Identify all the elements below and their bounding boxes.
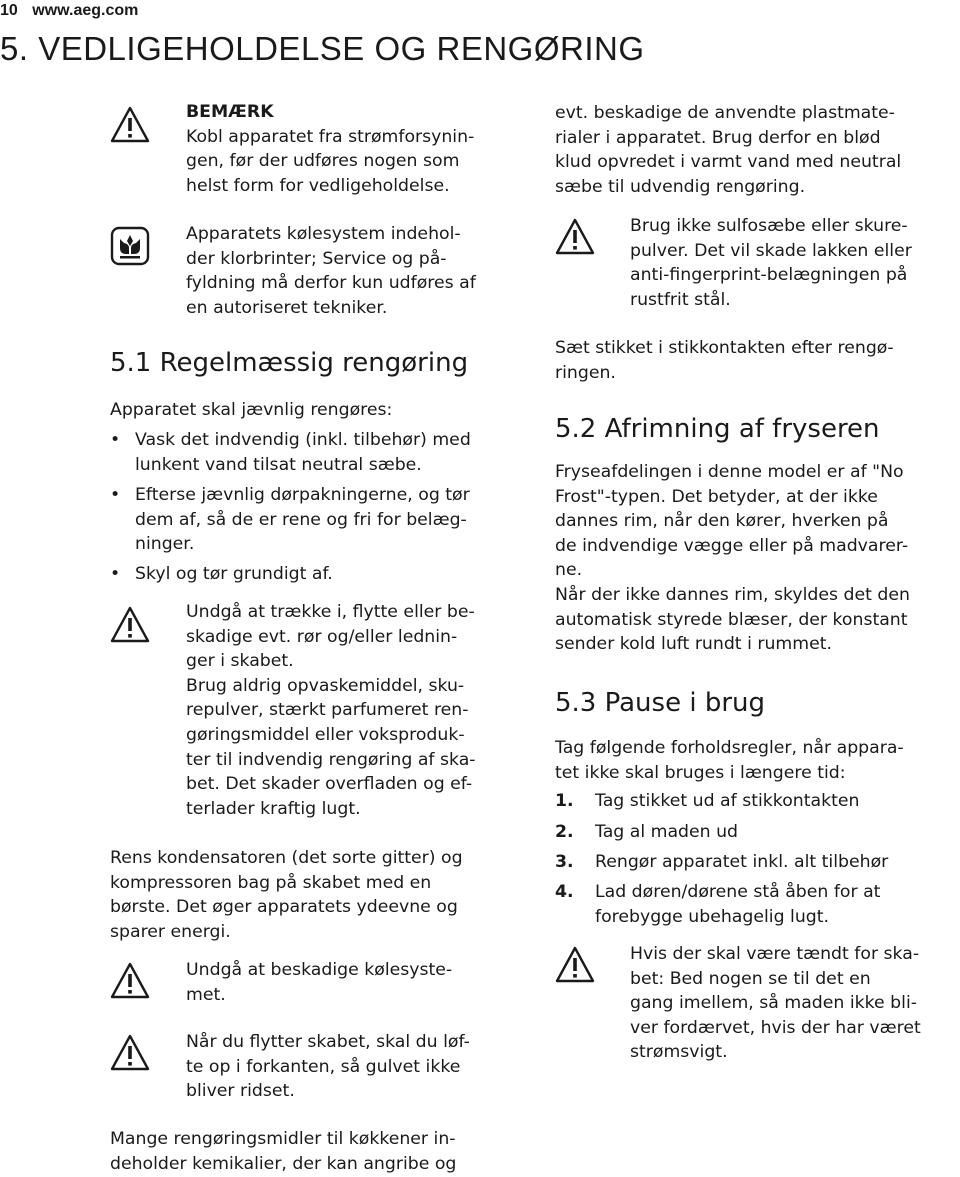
step-line: Tag stikket ud af stikkontakten <box>595 791 860 811</box>
warning-triangle-icon <box>555 946 595 984</box>
bullet-item <box>110 483 470 557</box>
intro-line: Tag følgende forholdsregler, når appara- <box>555 738 904 758</box>
bullet-line: Vask det indvendig (inkl. tilbehør) med <box>135 430 471 450</box>
step-number: 4. <box>555 882 574 902</box>
warning-line: met. <box>186 984 226 1005</box>
warning-line: Undgå at beskadige kølesyste- <box>186 960 453 980</box>
plugin-line: ringen. <box>555 362 616 383</box>
condenser-line: kompressoren bag på skabet med en <box>110 872 432 893</box>
numbered-step <box>555 820 739 845</box>
numbered-step <box>555 789 860 814</box>
warning-triangle-icon <box>110 1034 150 1072</box>
body-line: Fryseafdelingen i denne model er af "No <box>555 462 904 482</box>
bottom-line: Mange rengøringsmidler til køkkener in- <box>110 1129 456 1149</box>
warning-block-3 <box>186 1030 470 1104</box>
bullet-item <box>110 428 471 477</box>
plugin-block <box>555 336 894 385</box>
bullet-line: lunkent vand tilsat neutral sæbe. <box>135 454 422 475</box>
warning-triangle-icon <box>555 218 595 256</box>
intro-line: tet ikke skal bruges i længere tid: <box>555 762 846 783</box>
bottom-line: deholder kemikalier, der kan angribe og <box>110 1153 457 1174</box>
warning-line: gang imellem, så maden ikke bli- <box>630 993 917 1014</box>
numbered-step <box>555 880 881 929</box>
condenser-block <box>110 846 463 944</box>
warning-line: skadige evt. rør og/eller lednin- <box>186 626 458 647</box>
warning-line: ger i skabet. <box>186 651 294 672</box>
continued-line: evt. beskadige de anvendte plastmate- <box>555 103 895 123</box>
bullet-dot: • <box>110 430 121 450</box>
condenser-line: børste. Det øger apparatets ydeevne og <box>110 897 458 918</box>
body-line: Frost"-typen. Det betyder, at der ikke <box>555 486 878 507</box>
continued-block <box>555 101 901 199</box>
warning-line: Brug aldrig opvaskemiddel, sku- <box>186 675 465 696</box>
note-title: BEMÆRK <box>186 102 274 122</box>
warning-line: strømsvigt. <box>630 1042 728 1063</box>
note-block <box>186 100 474 198</box>
chapter-title: 5. VEDLIGEHOLDELSE OG RENGØRING <box>0 30 645 67</box>
step-line: Rengør apparatet inkl. alt tilbehør <box>595 852 889 872</box>
flame-environment-icon <box>110 226 150 266</box>
section-5-1-title: 5.1 Regelmæssig rengøring <box>110 348 469 378</box>
step-number: 2. <box>555 822 574 842</box>
warning-line: Hvis der skal være tændt for ska- <box>630 944 920 964</box>
bullet-dot: • <box>110 564 121 584</box>
page-number: 10 <box>0 2 18 19</box>
section-5-2-body <box>555 460 910 657</box>
bullet-line: dem af, så de er rene og fri for belæg- <box>135 509 467 530</box>
warning-block-5 <box>630 942 921 1065</box>
warning-line: te op i forkanten, så gulvet ikke <box>186 1056 461 1077</box>
intro-line: Apparatet skal jævnlig rengøres: <box>110 400 393 420</box>
condenser-line: sparer energi. <box>110 921 231 942</box>
warning-line: gøringsmiddel eller voksproduk- <box>186 724 465 745</box>
warning-block-2 <box>186 958 452 1007</box>
condenser-line: Rens kondensatoren (det sorte gitter) og <box>110 848 463 868</box>
continued-line: rialer i apparatet. Brug derfor en blød <box>555 127 881 148</box>
warning-line: Brug ikke sulfosæbe eller skure- <box>630 216 908 236</box>
numbered-step <box>555 850 889 875</box>
warning-line: repulver, stærkt parfumeret ren- <box>186 700 469 721</box>
body-line: automatisk styrede blæser, der konstant <box>555 609 908 630</box>
warning-line: bet. Det skader overfladen og ef- <box>186 774 473 795</box>
cooling-line: en autoriseret tekniker. <box>186 297 388 318</box>
bullet-line: Skyl og tør grundigt af. <box>135 564 333 584</box>
bullet-dot: • <box>110 485 121 505</box>
warning-line: ter til indvendig rengøring af ska- <box>186 749 476 770</box>
page-header <box>0 2 138 20</box>
note-line: gen, før der udføres nogen som <box>186 151 460 172</box>
section-5-3-intro <box>555 736 904 785</box>
step-number: 3. <box>555 852 574 872</box>
section-5-3-title: 5.3 Pause i brug <box>555 688 766 718</box>
bullet-item <box>110 562 333 587</box>
warning-line: terlader kraftig lugt. <box>186 798 361 819</box>
bullet-line: Efterse jævnlig dørpakningerne, og tør <box>135 485 470 505</box>
warning-line: anti-fingerprint-belægningen på <box>630 265 908 286</box>
warning-block-4 <box>630 214 912 312</box>
warning-triangle-icon <box>110 962 150 1000</box>
note-line: helst form for vedligeholdelse. <box>186 175 450 196</box>
body-line: dannes rim, når den kører, hverken på <box>555 511 889 532</box>
section-5-1-intro <box>110 398 392 423</box>
note-line: Kobl apparatet fra strømforsynin- <box>186 126 475 147</box>
cooling-line: Apparatets kølesystem indehol- <box>186 224 461 244</box>
warning-line: Når du flytter skabet, skal du løf- <box>186 1032 470 1052</box>
cooling-block <box>186 222 476 320</box>
body-line: Når der ikke dannes rim, skyldes det den <box>555 584 910 605</box>
step-line: forebygge ubehagelig lugt. <box>595 906 830 927</box>
step-number: 1. <box>555 791 574 811</box>
header-url[interactable]: www.aeg.com <box>32 2 139 19</box>
warning-line: bliver ridset. <box>186 1081 295 1102</box>
warning-line: ver fordærvet, hvis der har været <box>630 1017 921 1038</box>
body-line: ne. <box>555 560 583 581</box>
bullet-line: ninger. <box>135 534 195 555</box>
continued-line: klud opvredet i varmt vand med neutral <box>555 152 902 173</box>
warning-triangle-icon <box>110 106 150 144</box>
body-line: sender kold luft rundt i rummet. <box>555 634 832 655</box>
warning-line: bet: Bed nogen se til det en <box>630 968 871 989</box>
step-line: Tag al maden ud <box>595 822 739 842</box>
plugin-line: Sæt stikket i stikkontakten efter rengø- <box>555 338 894 358</box>
bottom-block <box>110 1127 456 1176</box>
body-line: de indvendige vægge eller på madvarer- <box>555 535 909 556</box>
warning-block-1 <box>186 600 476 821</box>
continued-line: sæbe til udvendig rengøring. <box>555 176 806 197</box>
cooling-line: der klorbrinter; Service og på- <box>186 248 447 269</box>
section-5-2-title: 5.2 Afrimning af fryseren <box>555 414 880 444</box>
warning-line: rustfrit stål. <box>630 289 731 310</box>
warning-triangle-icon <box>110 606 150 644</box>
warning-line: pulver. Det vil skade lakken eller <box>630 240 912 261</box>
step-line: Lad døren/dørene stå åben for at <box>595 882 881 902</box>
warning-line: Undgå at trække i, flytte eller be- <box>186 602 475 622</box>
cooling-line: fyldning må derfor kun udføres af <box>186 273 476 294</box>
